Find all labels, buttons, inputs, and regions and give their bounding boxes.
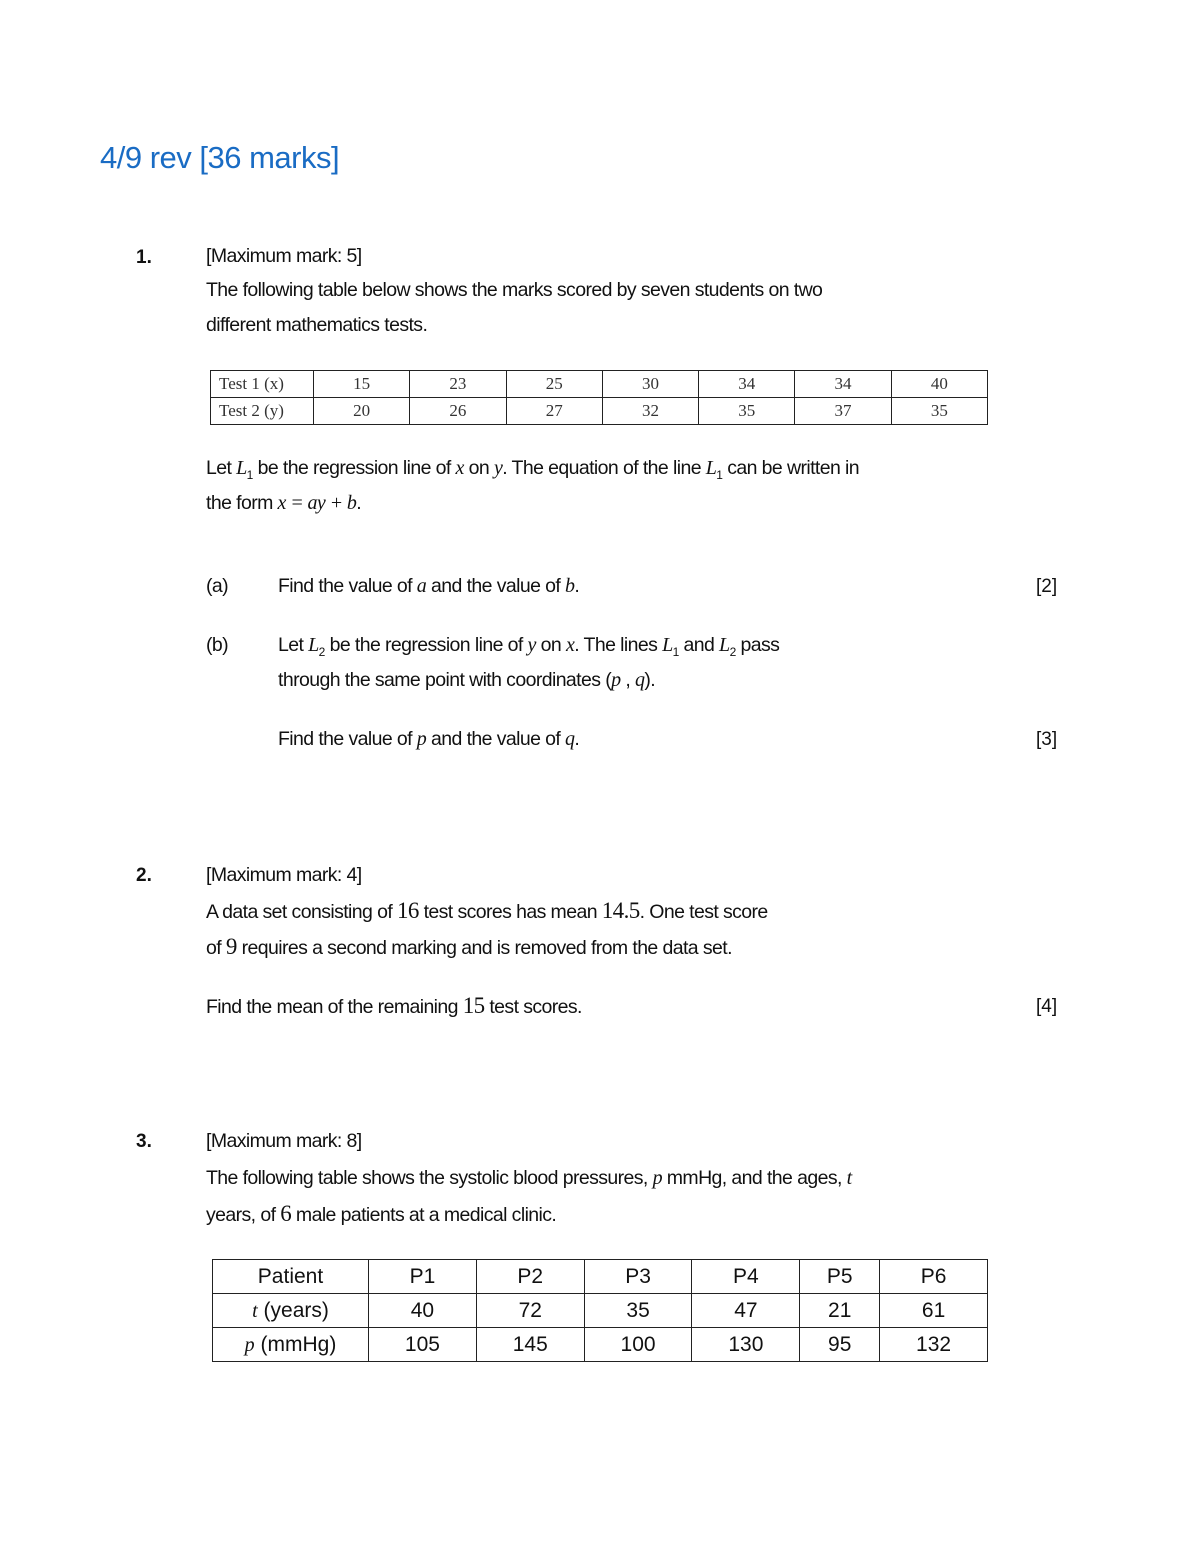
row-label-age: t (years) — [213, 1294, 369, 1328]
table-cell: 130 — [692, 1328, 800, 1362]
table-header-cell: P3 — [584, 1260, 692, 1294]
table-cell: 37 — [795, 398, 891, 425]
question-3-number: 3. — [136, 1131, 152, 1152]
table-cell: 40 — [369, 1294, 477, 1328]
table-header-patient: Patient — [213, 1260, 369, 1294]
question-2-line-2: of 9 requires a second marking and is removed from the data set. — [206, 934, 732, 959]
question-2-line-1: A data set consisting of 16 test scores has mean 14.5. One test score — [206, 898, 768, 923]
part-b-line-1: Let $L_2$ be the regression line of y on x. The lines $L_1$ and $L_2$ pass — [278, 634, 780, 659]
question-3-line-2: years, of 6 male patients at a medical clinic. — [206, 1201, 557, 1226]
table-cell: 100 — [584, 1328, 692, 1362]
table-header-cell: P2 — [476, 1260, 584, 1294]
question-1-intro-line-1: The following table below shows the marks scored by seven students on two — [206, 279, 823, 301]
table-cell: 20 — [314, 398, 410, 425]
table-row — [211, 398, 988, 425]
page-title: 4/9 rev [36 marks] — [100, 140, 340, 175]
table-row — [213, 1328, 988, 1362]
question-2-find-text: Find the mean of the remaining 15 test scores. — [206, 993, 582, 1018]
row-label-pressure: p (mmHg) — [213, 1328, 369, 1362]
table-header-cell: P5 — [800, 1260, 880, 1294]
table-cell: 15 — [314, 371, 410, 398]
part-b-find-text: Find the value of p and the value of q. — [278, 728, 580, 750]
table-cell: 35 — [891, 398, 987, 425]
table-row — [213, 1294, 988, 1328]
table-cell: 32 — [602, 398, 698, 425]
table-cell: 61 — [880, 1294, 988, 1328]
part-b-marks: [3] — [1036, 729, 1058, 750]
question-2-number: 2. — [136, 865, 152, 886]
part-b-line-2: through the same point with coordinates (p , q). — [278, 669, 656, 691]
table-cell: 27 — [506, 398, 602, 425]
table-cell: 23 — [410, 371, 506, 398]
table-cell: 34 — [699, 371, 795, 398]
blood-pressure-table — [212, 1259, 988, 1362]
table-cell: 25 — [506, 371, 602, 398]
question-1-let-line-1: Let $L_1$ be the regression line of x on y. The equation of the line $L_1$ can be written in — [206, 457, 859, 482]
table-cell: 26 — [410, 398, 506, 425]
table-cell: 105 — [369, 1328, 477, 1362]
question-2-marks: [4] — [1036, 996, 1058, 1017]
row-label-test-2: Test 2 (y) — [211, 398, 314, 425]
test-scores-table — [210, 370, 988, 425]
question-3-max-mark: [Maximum mark: 8] — [206, 1130, 362, 1152]
question-1-max-mark: [Maximum mark: 5] — [206, 245, 362, 267]
table-cell: 35 — [699, 398, 795, 425]
part-a-text: Find the value of a and the value of b. — [278, 575, 580, 597]
table-row — [213, 1260, 988, 1294]
table-cell: 30 — [602, 371, 698, 398]
table-cell: 34 — [795, 371, 891, 398]
table-header-cell: P4 — [692, 1260, 800, 1294]
question-1-number: 1. — [136, 247, 152, 268]
question-1-intro-line-2: different mathematics tests. — [206, 314, 428, 336]
table-cell: 35 — [584, 1294, 692, 1328]
table-header-cell: P6 — [880, 1260, 988, 1294]
table-row — [211, 371, 988, 398]
question-3-line-1: The following table shows the systolic blood pressures, p mmHg, and the ages, t — [206, 1167, 852, 1189]
question-2-max-mark: [Maximum mark: 4] — [206, 864, 362, 886]
table-cell: 40 — [891, 371, 987, 398]
table-cell: 21 — [800, 1294, 880, 1328]
part-b-label: (b) — [206, 634, 229, 656]
table-cell: 132 — [880, 1328, 988, 1362]
table-cell: 47 — [692, 1294, 800, 1328]
part-a-marks: [2] — [1036, 576, 1058, 597]
question-1-let-line-2: the form x = ay + b. — [206, 492, 362, 514]
table-cell: 145 — [476, 1328, 584, 1362]
row-label-test-1: Test 1 (x) — [211, 371, 314, 398]
part-a-label: (a) — [206, 575, 229, 597]
table-cell: 95 — [800, 1328, 880, 1362]
table-cell: 72 — [476, 1294, 584, 1328]
table-header-cell: P1 — [369, 1260, 477, 1294]
regression-equation: x = ay + b — [277, 492, 357, 514]
